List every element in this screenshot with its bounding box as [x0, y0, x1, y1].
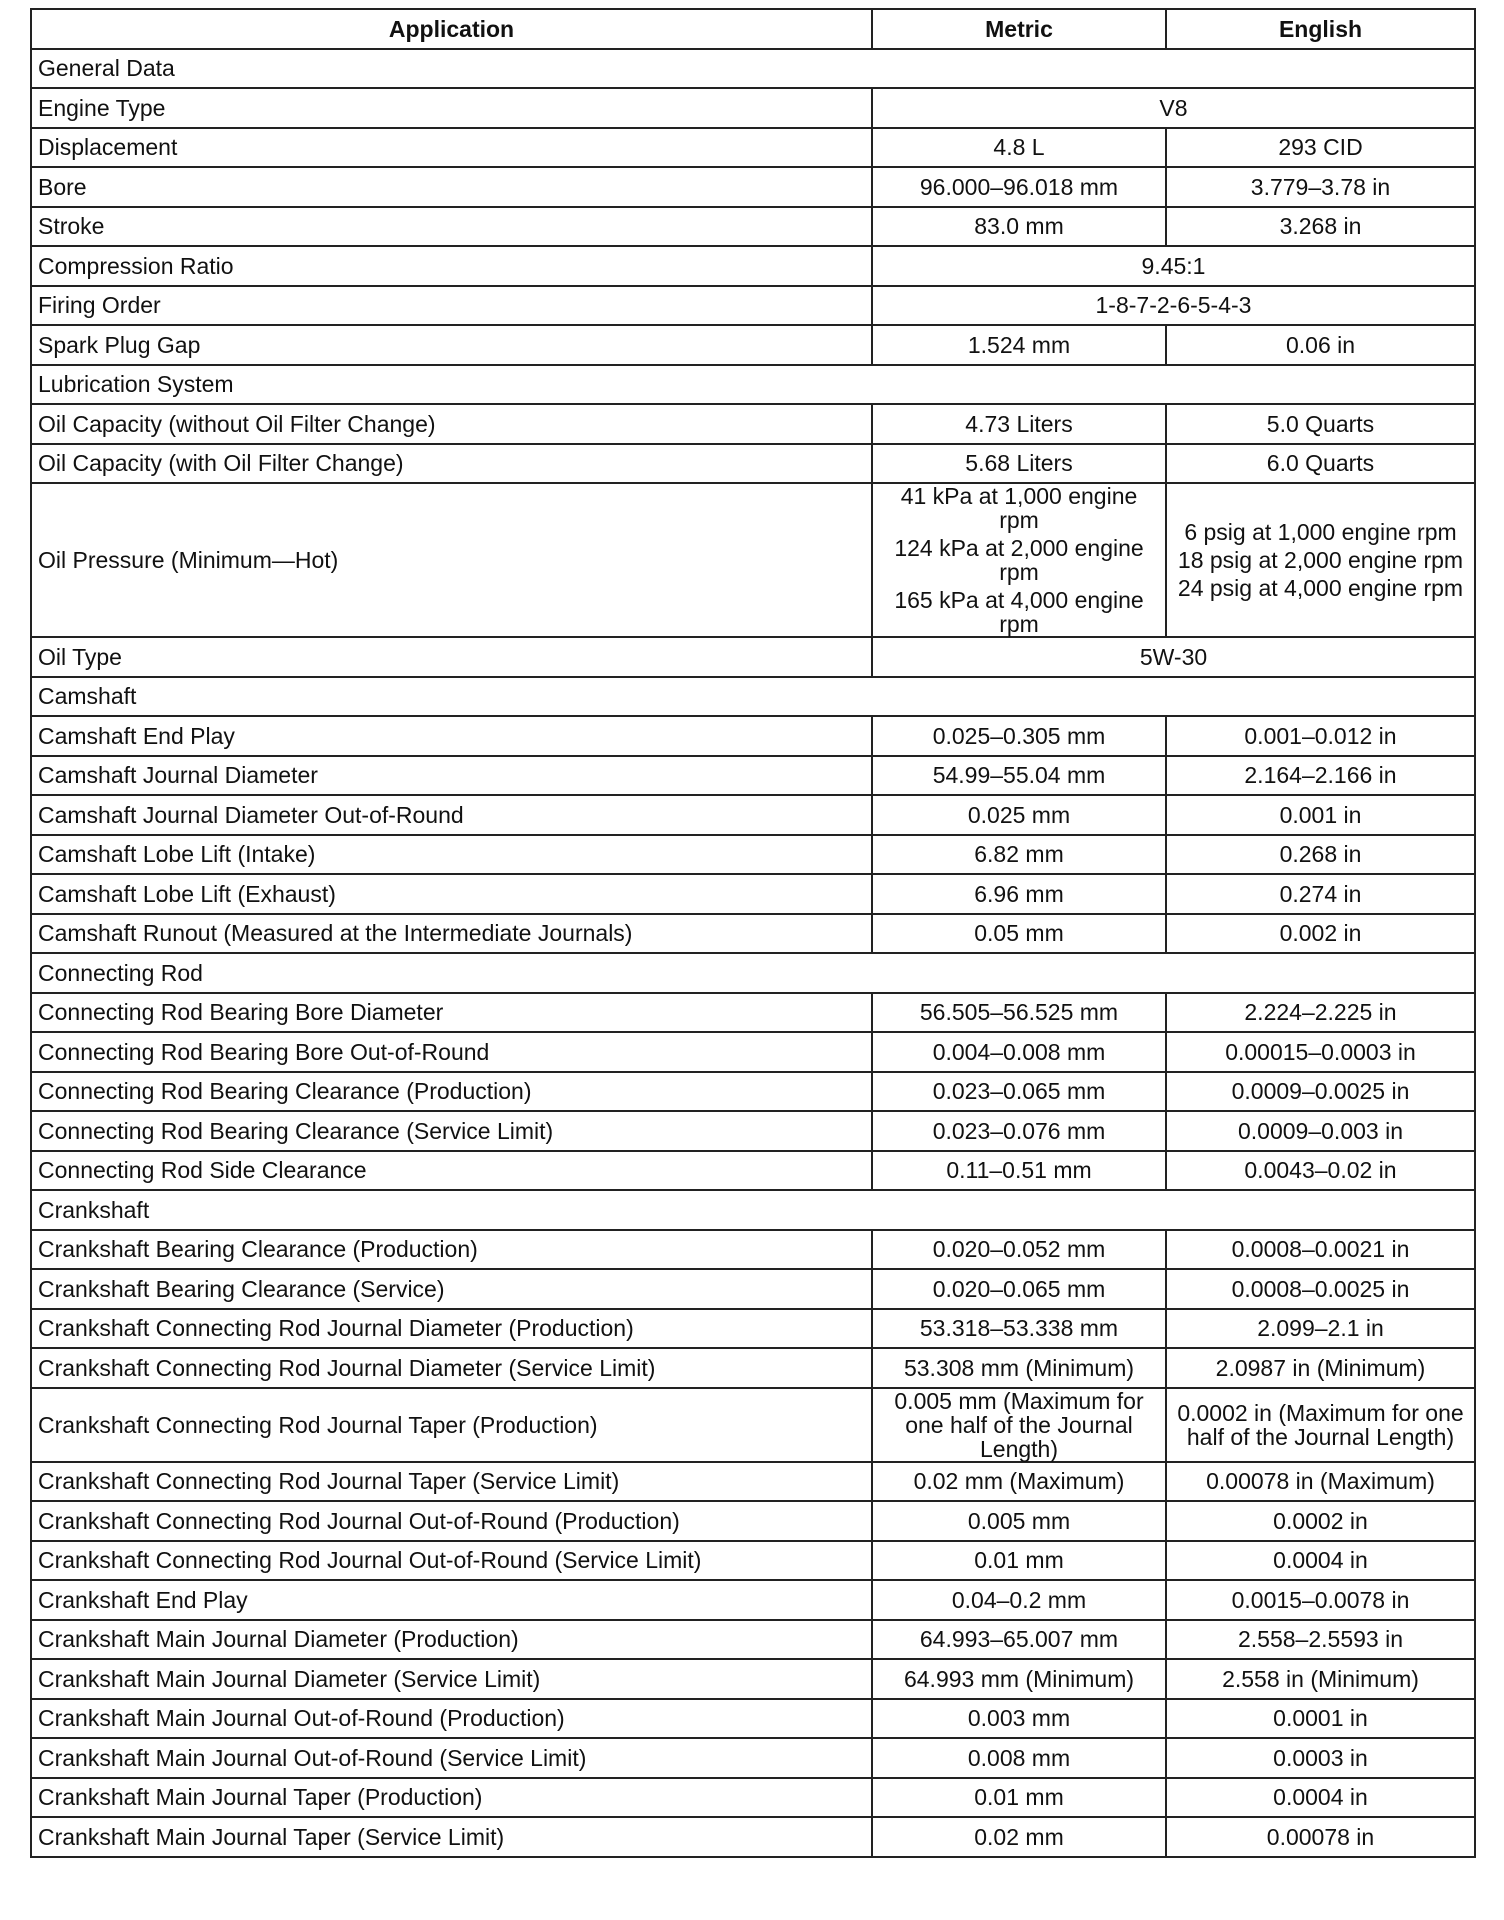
application-cell: Camshaft Journal Diameter Out-of-Round [31, 795, 872, 835]
metric-value-cell: 54.99–55.04 mm [872, 756, 1166, 796]
english-value-cell: 0.00015–0.0003 in [1166, 1032, 1475, 1072]
english-value-cell: 293 CID [1166, 128, 1475, 168]
metric-value-cell: 83.0 mm [872, 207, 1166, 247]
application-cell: Displacement [31, 128, 872, 168]
english-value-cell: 0.06 in [1166, 325, 1475, 365]
header-row [31, 9, 1475, 49]
application-cell: Engine Type [31, 88, 872, 128]
table-row [31, 795, 1475, 835]
metric-value-cell: 53.308 mm (Minimum) [872, 1348, 1166, 1388]
application-cell: Crankshaft Connecting Rod Journal Out-of-Round (Service Limit) [31, 1541, 872, 1581]
english-value-cell: 0.00078 in [1166, 1817, 1475, 1857]
metric-value-cell: 64.993 mm (Minimum) [872, 1659, 1166, 1699]
section-title: Lubrication System [31, 365, 1475, 405]
section-row [31, 953, 1475, 993]
section-title: General Data [31, 49, 1475, 89]
metric-value-cell: 0.01 mm [872, 1778, 1166, 1818]
table-row [31, 1309, 1475, 1349]
application-cell: Crankshaft Connecting Rod Journal Diameter (Production) [31, 1309, 872, 1349]
shared-value-cell: 9.45:1 [872, 246, 1475, 286]
section-row [31, 49, 1475, 89]
metric-value-cell: 0.025–0.305 mm [872, 716, 1166, 756]
section-title: Connecting Rod [31, 953, 1475, 993]
header-metric: Metric [872, 9, 1166, 49]
application-cell: Oil Type [31, 637, 872, 677]
table-row [31, 1032, 1475, 1072]
table-row [31, 756, 1475, 796]
application-cell: Crankshaft Main Journal Out-of-Round (Service Limit) [31, 1738, 872, 1778]
metric-value-cell: 0.11–0.51 mm [872, 1151, 1166, 1191]
english-value-cell: 2.558 in (Minimum) [1166, 1659, 1475, 1699]
table-row [31, 1778, 1475, 1818]
table-row [31, 1659, 1475, 1699]
metric-value-line: 0.005 mm (Maximum for one half of the Journal Length) [894, 1387, 1144, 1462]
metric-value-line: 124 kPa at 2,000 engine rpm [894, 535, 1144, 585]
english-value-line: 18 psig at 2,000 engine rpm [1177, 547, 1464, 573]
metric-value-cell: 0.025 mm [872, 795, 1166, 835]
table-row [31, 637, 1475, 677]
application-cell: Connecting Rod Bearing Clearance (Service Limit) [31, 1111, 872, 1151]
application-cell: Crankshaft Main Journal Diameter (Production) [31, 1620, 872, 1660]
table-row [31, 1501, 1475, 1541]
english-value-cell: 0.0009–0.0025 in [1166, 1072, 1475, 1112]
application-cell: Crankshaft Main Journal Diameter (Service Limit) [31, 1659, 872, 1699]
english-value-cell: 2.0987 in (Minimum) [1166, 1348, 1475, 1388]
english-value-cell: 0.0008–0.0021 in [1166, 1230, 1475, 1270]
section-row [31, 1190, 1475, 1230]
metric-value-cell: 0.023–0.076 mm [872, 1111, 1166, 1151]
application-cell: Oil Capacity (with Oil Filter Change) [31, 444, 872, 484]
header-application: Application [31, 9, 872, 49]
metric-value-cell: 0.02 mm (Maximum) [872, 1462, 1166, 1502]
english-value-cell: 2.558–2.5593 in [1166, 1620, 1475, 1660]
english-value-cell: 2.224–2.225 in [1166, 993, 1475, 1033]
application-cell: Crankshaft Bearing Clearance (Production) [31, 1230, 872, 1270]
metric-value-cell: 6.96 mm [872, 874, 1166, 914]
metric-value-cell: 0.023–0.065 mm [872, 1072, 1166, 1112]
english-value-cell: 0.274 in [1166, 874, 1475, 914]
metric-value-cell: 56.505–56.525 mm [872, 993, 1166, 1033]
application-cell: Connecting Rod Bearing Bore Diameter [31, 993, 872, 1033]
english-value-cell: 0.0043–0.02 in [1166, 1151, 1475, 1191]
application-cell: Crankshaft Connecting Rod Journal Taper (Service Limit) [31, 1462, 872, 1502]
table-row [31, 914, 1475, 954]
table-row [31, 1738, 1475, 1778]
application-cell: Crankshaft Main Journal Taper (Service Limit) [31, 1817, 872, 1857]
english-value-cell: 0.0002 in [1166, 1501, 1475, 1541]
application-cell: Crankshaft Connecting Rod Journal Diameter (Service Limit) [31, 1348, 872, 1388]
table-row [31, 835, 1475, 875]
table-row [31, 128, 1475, 168]
table-row [31, 88, 1475, 128]
english-value-cell: 0.268 in [1166, 835, 1475, 875]
table-row [31, 1348, 1475, 1388]
english-value-cell: 0.001–0.012 in [1166, 716, 1475, 756]
table-row [31, 1699, 1475, 1739]
metric-value-cell: 0.005 mm [872, 1501, 1166, 1541]
metric-value-cell: 53.318–53.338 mm [872, 1309, 1166, 1349]
application-cell: Compression Ratio [31, 246, 872, 286]
table-row [31, 716, 1475, 756]
metric-value-cell: 5.68 Liters [872, 444, 1166, 484]
shared-value-cell: V8 [872, 88, 1475, 128]
metric-value-cell: 0.020–0.052 mm [872, 1230, 1166, 1270]
shared-value-cell: 5W-30 [872, 637, 1475, 677]
english-value-cell: 0.0003 in [1166, 1738, 1475, 1778]
english-value-cell: 0.0009–0.003 in [1166, 1111, 1475, 1151]
application-cell: Crankshaft Main Journal Taper (Production) [31, 1778, 872, 1818]
english-value-cell: 0.0004 in [1166, 1778, 1475, 1818]
metric-value-cell: 0.008 mm [872, 1738, 1166, 1778]
application-cell: Crankshaft Bearing Clearance (Service) [31, 1269, 872, 1309]
header-english: English [1166, 9, 1475, 49]
table-body [31, 49, 1475, 1857]
table-row [31, 286, 1475, 326]
table-row [31, 483, 1475, 637]
application-cell: Oil Pressure (Minimum—Hot) [31, 483, 872, 637]
metric-value-cell: 0.020–0.065 mm [872, 1269, 1166, 1309]
application-cell: Crankshaft Main Journal Out-of-Round (Production) [31, 1699, 872, 1739]
english-value-cell: 2.099–2.1 in [1166, 1309, 1475, 1349]
english-value-line: 24 psig at 4,000 engine rpm [1177, 575, 1464, 601]
table-row [31, 1230, 1475, 1270]
english-value-cell: 0.0008–0.0025 in [1166, 1269, 1475, 1309]
metric-value-cell: 0.02 mm [872, 1817, 1166, 1857]
application-cell: Camshaft Lobe Lift (Exhaust) [31, 874, 872, 914]
application-cell: Connecting Rod Bearing Clearance (Production) [31, 1072, 872, 1112]
english-value-cell: 0.0004 in [1166, 1541, 1475, 1581]
metric-value-cell: 6.82 mm [872, 835, 1166, 875]
metric-value-line: 165 kPa at 4,000 engine rpm [894, 587, 1144, 637]
metric-value-cell: 0.004–0.008 mm [872, 1032, 1166, 1072]
english-value-cell: 6.0 Quarts [1166, 444, 1475, 484]
shared-value-cell: 1-8-7-2-6-5-4-3 [872, 286, 1475, 326]
english-value-cell [1166, 1388, 1475, 1462]
metric-value-cell: 4.8 L [872, 128, 1166, 168]
table-row [31, 167, 1475, 207]
application-cell: Oil Capacity (without Oil Filter Change) [31, 404, 872, 444]
application-cell: Crankshaft End Play [31, 1580, 872, 1620]
application-cell: Camshaft End Play [31, 716, 872, 756]
specifications-table [30, 8, 1476, 1858]
table-row [31, 1580, 1475, 1620]
english-value-cell: 0.0001 in [1166, 1699, 1475, 1739]
table-row [31, 325, 1475, 365]
table-row [31, 1151, 1475, 1191]
table-row [31, 1269, 1475, 1309]
table-row [31, 1111, 1475, 1151]
english-value-cell: 0.0015–0.0078 in [1166, 1580, 1475, 1620]
english-value-cell: 2.164–2.166 in [1166, 756, 1475, 796]
application-cell: Bore [31, 167, 872, 207]
application-cell: Spark Plug Gap [31, 325, 872, 365]
table-row [31, 404, 1475, 444]
english-value-cell: 0.002 in [1166, 914, 1475, 954]
table-row [31, 1620, 1475, 1660]
english-value-cell: 0.00078 in (Maximum) [1166, 1462, 1475, 1502]
table-row [31, 1072, 1475, 1112]
metric-value-cell: 1.524 mm [872, 325, 1166, 365]
table-row [31, 207, 1475, 247]
section-title: Camshaft [31, 677, 1475, 717]
metric-value-cell: 64.993–65.007 mm [872, 1620, 1166, 1660]
table-row [31, 993, 1475, 1033]
table-row [31, 874, 1475, 914]
table-row [31, 1541, 1475, 1581]
application-cell: Camshaft Lobe Lift (Intake) [31, 835, 872, 875]
application-cell: Crankshaft Connecting Rod Journal Out-of-Round (Production) [31, 1501, 872, 1541]
metric-value-cell: 0.04–0.2 mm [872, 1580, 1166, 1620]
application-cell: Connecting Rod Side Clearance [31, 1151, 872, 1191]
section-row [31, 677, 1475, 717]
english-value-cell: 3.268 in [1166, 207, 1475, 247]
metric-value-cell [872, 1388, 1166, 1462]
table-row [31, 246, 1475, 286]
metric-value-cell: 0.05 mm [872, 914, 1166, 954]
section-row [31, 365, 1475, 405]
metric-value-line: 41 kPa at 1,000 engine rpm [900, 483, 1138, 533]
application-cell: Stroke [31, 207, 872, 247]
application-cell: Firing Order [31, 286, 872, 326]
table-row [31, 1462, 1475, 1502]
english-value-cell: 5.0 Quarts [1166, 404, 1475, 444]
table-row [31, 444, 1475, 484]
table-row [31, 1388, 1475, 1462]
application-cell: Camshaft Runout (Measured at the Intermediate Journals) [31, 914, 872, 954]
english-value-line: 0.0002 in (Maximum for one half of the Journal Length) [1177, 1399, 1464, 1450]
table-row [31, 1817, 1475, 1857]
english-value-cell [1166, 483, 1475, 637]
metric-value-cell: 96.000–96.018 mm [872, 167, 1166, 207]
english-value-cell: 0.001 in [1166, 795, 1475, 835]
metric-value-cell: 0.003 mm [872, 1699, 1166, 1739]
application-cell: Crankshaft Connecting Rod Journal Taper (Production) [31, 1388, 872, 1462]
metric-value-cell [872, 483, 1166, 637]
metric-value-cell: 0.01 mm [872, 1541, 1166, 1581]
english-value-cell: 3.779–3.78 in [1166, 167, 1475, 207]
section-title: Crankshaft [31, 1190, 1475, 1230]
metric-value-cell: 4.73 Liters [872, 404, 1166, 444]
english-value-line: 6 psig at 1,000 engine rpm [1184, 519, 1457, 545]
application-cell: Connecting Rod Bearing Bore Out-of-Round [31, 1032, 872, 1072]
application-cell: Camshaft Journal Diameter [31, 756, 872, 796]
